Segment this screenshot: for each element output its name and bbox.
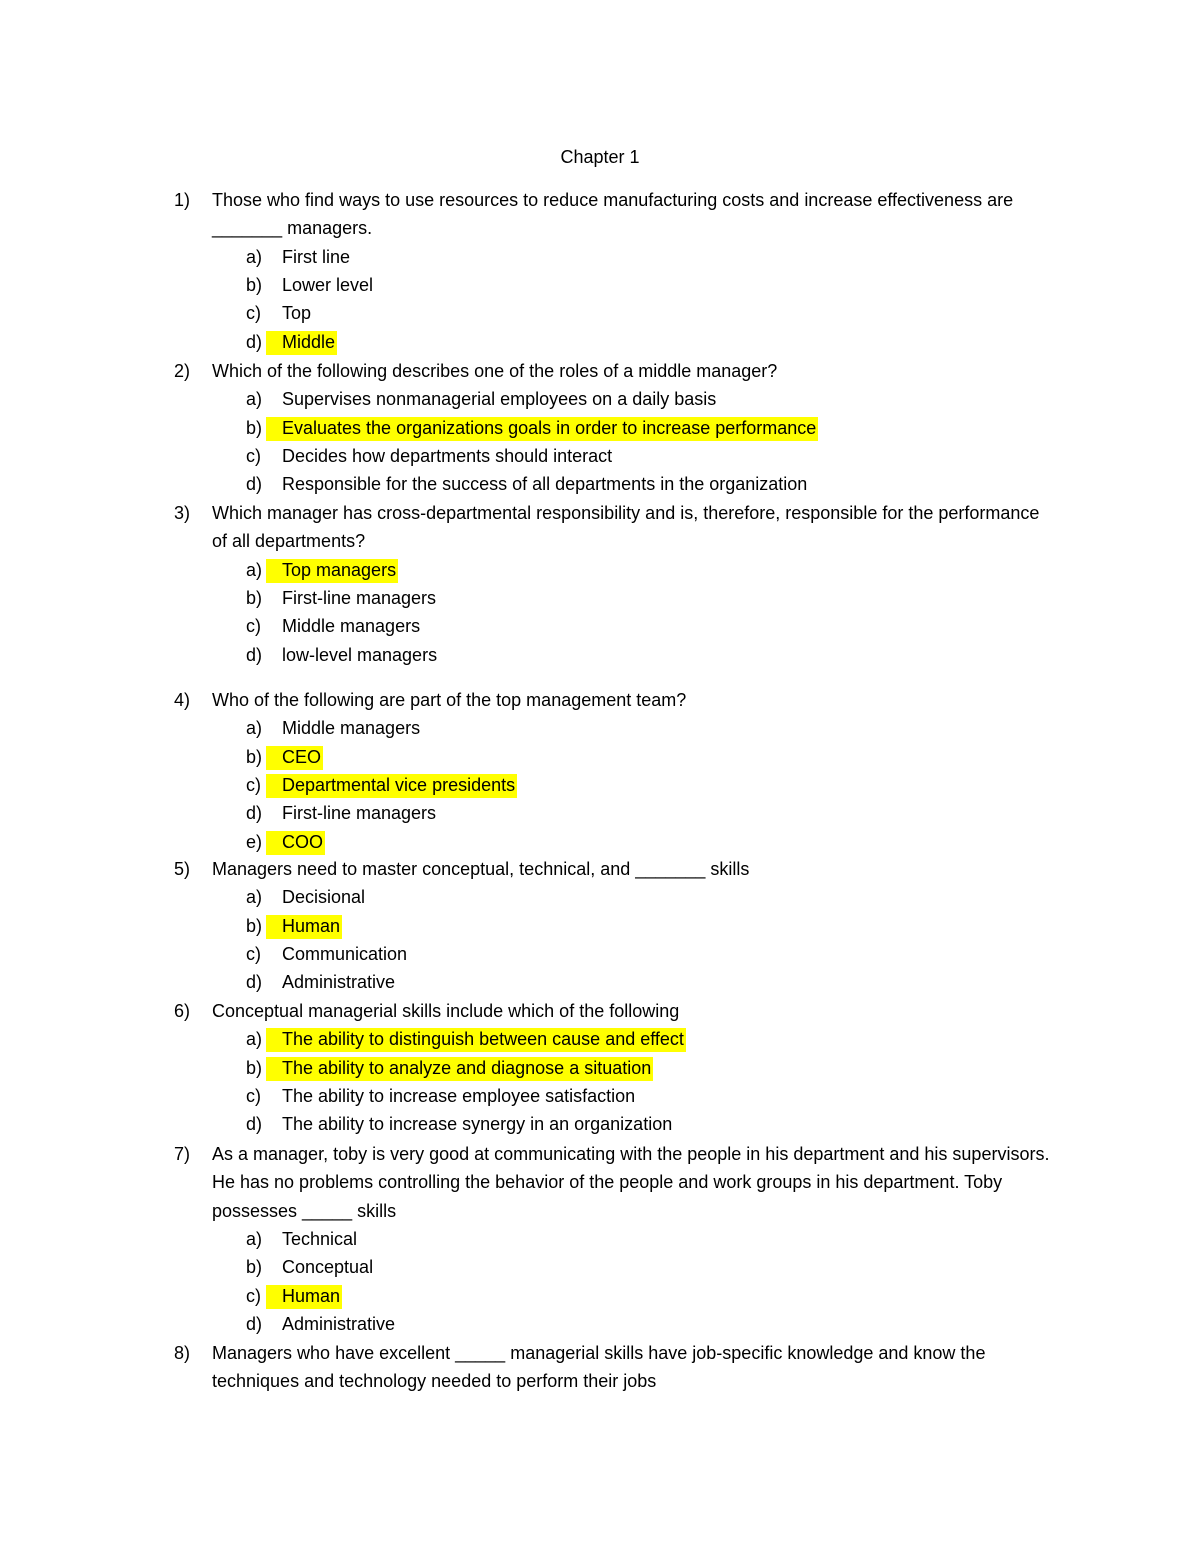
- answer-option: [0, 556, 1200, 584]
- option-letter: d): [246, 1114, 263, 1135]
- option-letter: a): [246, 1228, 263, 1249]
- option-letter: b): [246, 417, 263, 438]
- question-number: 8): [174, 1343, 191, 1363]
- option-text: Administrative: [282, 1313, 396, 1334]
- option-text: Human: [282, 915, 341, 936]
- answer-option: [0, 968, 1200, 996]
- option-text: Middle: [282, 331, 336, 352]
- question-number: 5): [174, 859, 191, 879]
- question-number: 3): [174, 503, 191, 523]
- option-letter: a): [246, 246, 263, 267]
- answer-option: [0, 912, 1200, 940]
- answer-option: [0, 385, 1200, 413]
- option-text: Middle managers: [282, 616, 421, 637]
- option-letter: c): [246, 1085, 261, 1106]
- answer-option: [0, 243, 1200, 271]
- option-text: Departmental vice presidents: [282, 774, 516, 795]
- question-text: Conceptual managerial skills include which of the following: [212, 1001, 680, 1021]
- option-text: Middle managers: [282, 718, 421, 739]
- option-letter: c): [246, 445, 261, 466]
- answer-option: [0, 771, 1200, 799]
- option-text: The ability to analyze and diagnose a situation: [282, 1057, 652, 1078]
- page-title: Chapter 1: [560, 147, 640, 167]
- option-letter: a): [246, 1029, 263, 1050]
- option-letter: b): [246, 915, 263, 936]
- option-text: Lower level: [282, 274, 374, 295]
- option-text: The ability to increase synergy in an organization: [282, 1114, 673, 1135]
- answer-option: [0, 1054, 1200, 1082]
- question-text: Which manager has cross-departmental responsibility and is, therefore, responsible for the performance of all departments?: [212, 503, 1040, 552]
- option-letter: c): [246, 1285, 261, 1306]
- option-text: Technical: [282, 1228, 358, 1249]
- answer-option: [0, 940, 1200, 968]
- answer-option: [0, 442, 1200, 470]
- question-text: Those who find ways to use resources to reduce manufacturing costs and increase effectiveness are _______ managers.: [212, 190, 1014, 239]
- option-text: Administrative: [282, 972, 396, 993]
- answer-option: [0, 641, 1200, 669]
- answer-option: [0, 612, 1200, 640]
- option-text: Supervises nonmanagerial employees on a daily basis: [282, 389, 717, 410]
- question-text: Which of the following describes one of the roles of a middle manager?: [212, 361, 778, 381]
- question-text: As a manager, toby is very good at communicating with the people in his department and his supervisors. He has no problems controlling the behavior of the people and work groups in his department. Toby possesses _____ skills: [212, 1144, 1050, 1221]
- answer-option: [0, 1225, 1200, 1253]
- answer-option: [0, 828, 1200, 856]
- answer-option: [0, 883, 1200, 911]
- option-text: low-level managers: [282, 644, 438, 665]
- option-text: First-line managers: [282, 803, 437, 824]
- option-letter: a): [246, 559, 263, 580]
- option-text: Evaluates the organizations goals in order to increase performance: [282, 417, 817, 438]
- option-letter: e): [246, 831, 263, 852]
- answer-option: [0, 1025, 1200, 1053]
- answer-option: [0, 271, 1200, 299]
- option-letter: c): [246, 943, 261, 964]
- answer-option: [0, 470, 1200, 498]
- option-text: Responsible for the success of all departments in the organization: [282, 474, 808, 495]
- option-letter: b): [246, 746, 263, 767]
- option-letter: b): [246, 1257, 263, 1278]
- question-number: 6): [174, 1001, 191, 1021]
- option-letter: d): [246, 972, 263, 993]
- question-number: 1): [174, 190, 191, 210]
- option-text: First-line managers: [282, 587, 437, 608]
- option-text: Top: [282, 303, 312, 324]
- answer-option: [0, 1282, 1200, 1310]
- question-text: Who of the following are part of the top management team?: [212, 690, 687, 710]
- option-text: Decides how departments should interact: [282, 445, 613, 466]
- answer-option: [0, 1310, 1200, 1338]
- answer-option: [0, 799, 1200, 827]
- option-letter: d): [246, 803, 263, 824]
- option-letter: c): [246, 616, 261, 637]
- option-text: Conceptual: [282, 1257, 374, 1278]
- question-number: 4): [174, 690, 191, 710]
- option-text: The ability to distinguish between cause and effect: [282, 1029, 684, 1050]
- option-text: CEO: [282, 746, 322, 767]
- question-text: Managers who have excellent _____ managerial skills have job-specific knowledge and know the techniques and technology needed to perform their jobs: [212, 1343, 986, 1392]
- option-letter: d): [246, 1313, 263, 1334]
- option-text: Communication: [282, 943, 408, 964]
- option-letter: a): [246, 887, 263, 908]
- option-text: First line: [282, 246, 351, 267]
- option-text: Decisional: [282, 887, 366, 908]
- answer-option: [0, 714, 1200, 742]
- answer-option: [0, 414, 1200, 442]
- option-text: The ability to increase employee satisfaction: [282, 1085, 636, 1106]
- option-letter: b): [246, 1057, 263, 1078]
- answer-option: [0, 743, 1200, 771]
- option-letter: c): [246, 303, 261, 324]
- answer-option: [0, 584, 1200, 612]
- option-letter: b): [246, 587, 263, 608]
- answer-option: [0, 328, 1200, 356]
- option-letter: d): [246, 474, 263, 495]
- option-letter: c): [246, 774, 261, 795]
- option-letter: a): [246, 718, 263, 739]
- option-letter: d): [246, 331, 263, 352]
- answer-option: [0, 1082, 1200, 1110]
- question-number: 2): [174, 361, 191, 381]
- option-letter: a): [246, 389, 263, 410]
- question-number: 7): [174, 1144, 191, 1164]
- option-text: Human: [282, 1285, 341, 1306]
- question-text: Managers need to master conceptual, technical, and _______ skills: [212, 859, 750, 879]
- option-letter: d): [246, 644, 263, 665]
- answer-option: [0, 1253, 1200, 1281]
- option-text: COO: [282, 831, 324, 852]
- answer-option: [0, 299, 1200, 327]
- answer-option: [0, 1110, 1200, 1138]
- option-text: Top managers: [282, 559, 397, 580]
- option-letter: b): [246, 274, 263, 295]
